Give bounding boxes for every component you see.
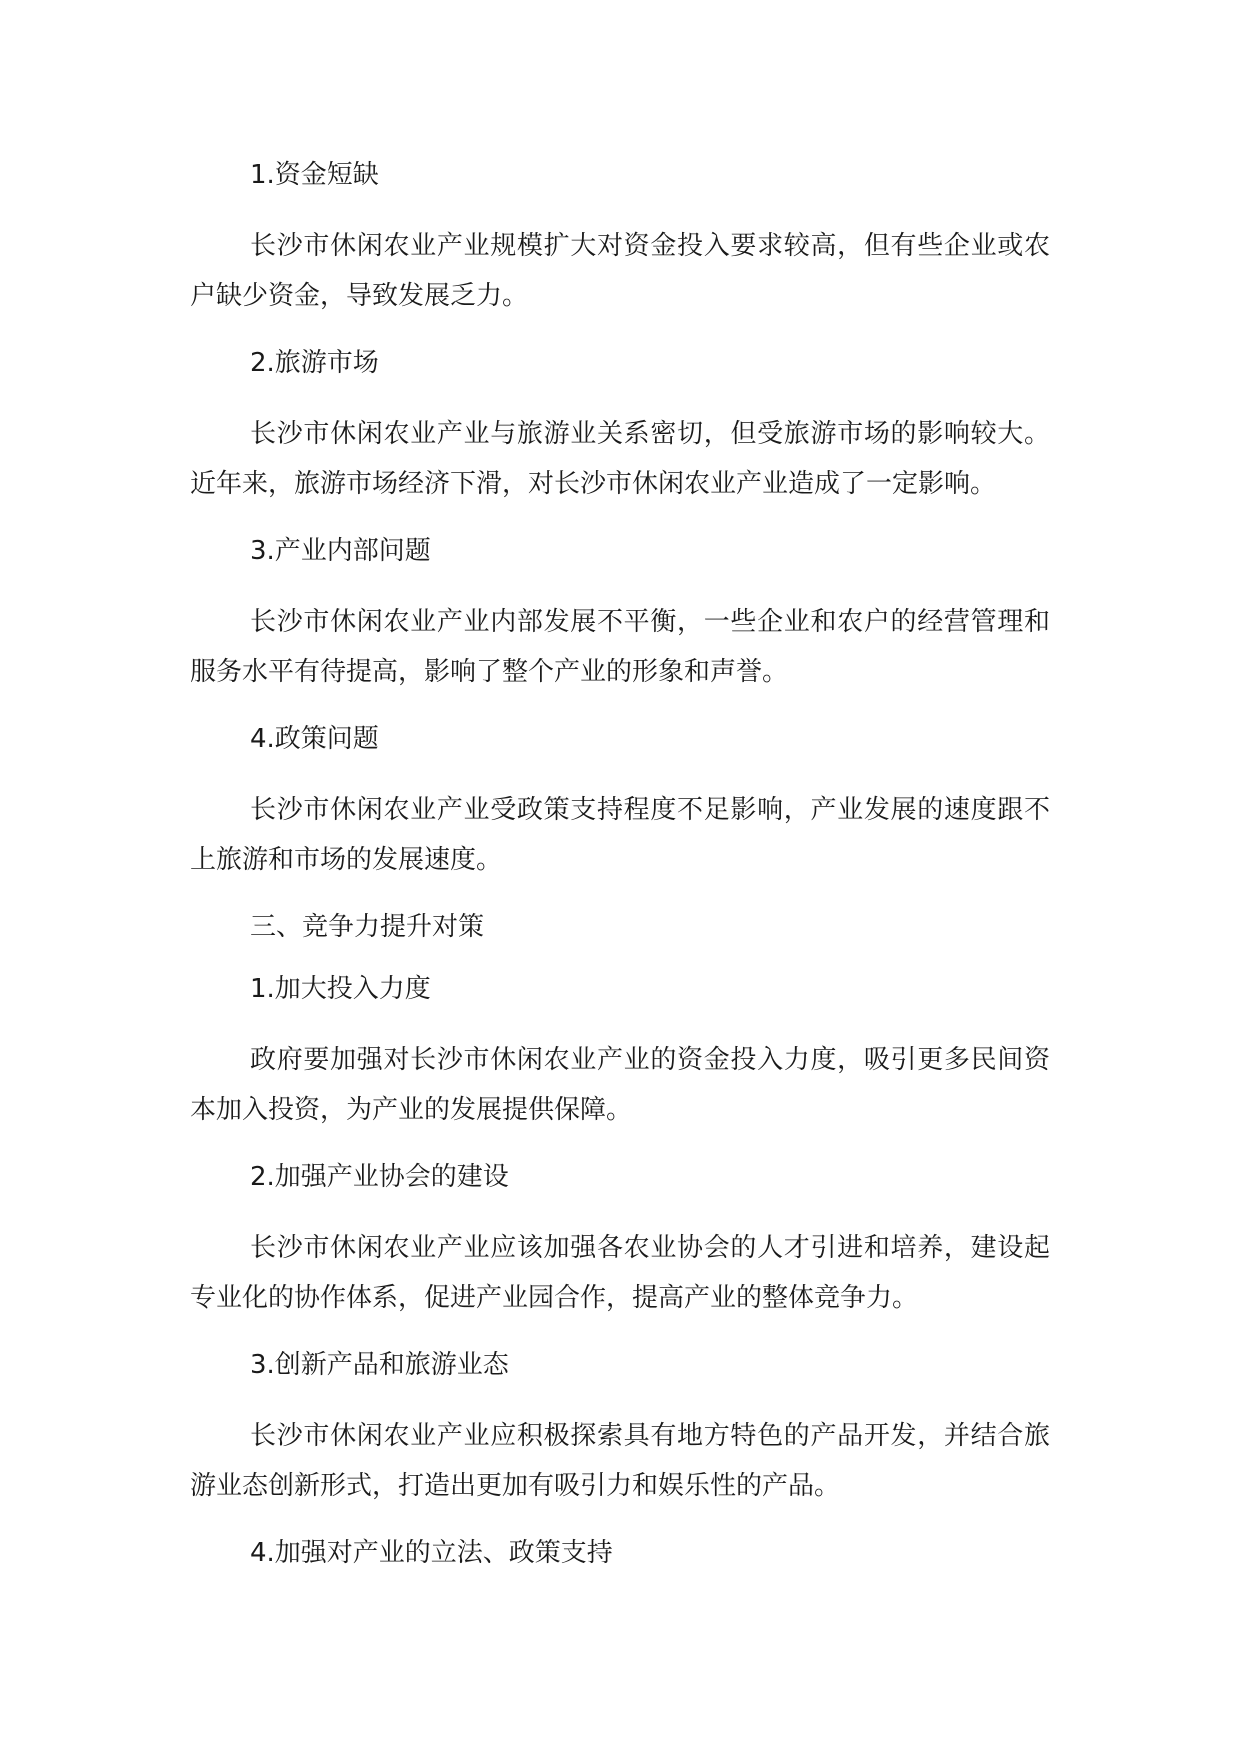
section-heading: 1.资金短缺 [250,160,379,190]
section-heading: 3.创新产品和旅游业态 [250,1350,509,1380]
section-paragraph: 长沙市休闲农业产业与旅游业关系密切，但受旅游市场的影响较大。近年来，旅游市场经济下滑，对长沙市休闲农业产业造成了一定影响。 [190,419,1050,499]
section-paragraph: 政府要加强对长沙市休闲农业产业的资金投入力度，吸引更多民间资本加入投资，为产业的发展提供保障。 [190,1045,1050,1125]
chapter-heading: 三、竞争力提升对策 [250,912,485,942]
section-paragraph: 长沙市休闲农业产业规模扩大对资金投入要求较高，但有些企业或农户缺少资金，导致发展乏力。 [190,231,1050,311]
section-heading: 2.旅游市场 [250,348,379,378]
section-heading: 2.加强产业协会的建设 [250,1162,509,1192]
section-paragraph: 长沙市休闲农业产业内部发展不平衡，一些企业和农户的经营管理和服务水平有待提高，影响了整个产业的形象和声誉。 [190,607,1050,687]
section-heading: 4.加强对产业的立法、政策支持 [250,1538,613,1568]
section-heading: 4.政策问题 [250,724,379,754]
document-body [190,155,1050,1573]
section-paragraph: 长沙市休闲农业产业应该加强各农业协会的人才引进和培养，建设起专业化的协作体系，促进产业园合作，提高产业的整体竞争力。 [190,1233,1050,1313]
section-heading: 1.加大投入力度 [250,974,431,1004]
section-heading: 3.产业内部问题 [250,536,431,566]
section-paragraph: 长沙市休闲农业产业应积极探索具有地方特色的产品开发，并结合旅游业态创新形式，打造出更加有吸引力和娱乐性的产品。 [190,1421,1050,1501]
section-paragraph: 长沙市休闲农业产业受政策支持程度不足影响，产业发展的速度跟不上旅游和市场的发展速度。 [190,795,1050,875]
